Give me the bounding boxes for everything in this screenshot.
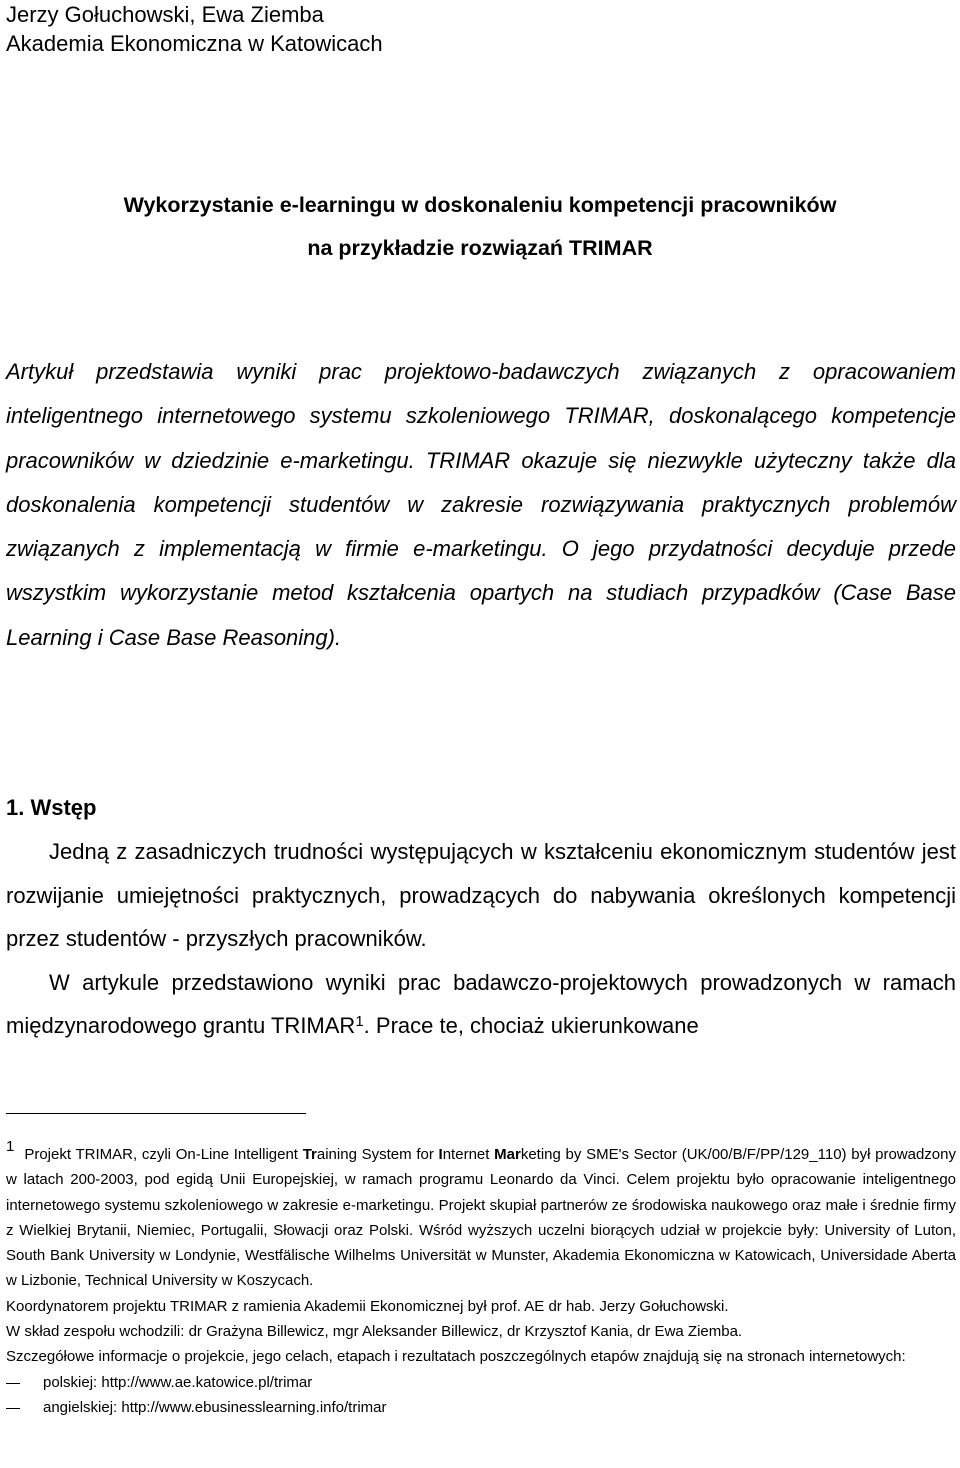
footnote-reference[interactable]: 1 xyxy=(355,1013,364,1030)
section-body xyxy=(6,830,956,1048)
abstract xyxy=(6,350,956,660)
author-affiliation: Akademia Ekonomiczna w Katowicach xyxy=(6,31,383,56)
abstract-text: Artykuł przedstawia wyniki prac projektowo-badawczych związanych z opracowaniem inteligentnego internetowego systemu szkoleniowego TRIMAR, doskonalącego kompetencje pracowników w dziedzinie e-marketingu. TRIMAR okazuje się niezwykle użyteczny także dla doskonalenia kompetencji studentów w zakresie rozwiązywania praktycznych problemów związanych z implementacją w firmie e-marketingu. O jego przydatności decyduje przede wszystkim wykorzystanie metod kształcenia opartych na studiach przypadków (Case Base Learning i Case Base Reasoning). xyxy=(6,359,956,650)
footnote-number: 1 xyxy=(6,1138,15,1155)
link-polish[interactable]: polskiej: http://www.ae.katowice.pl/trimar xyxy=(43,1373,313,1391)
author-block xyxy=(6,0,383,58)
body-paragraph-2 xyxy=(6,961,956,1048)
footnote-main xyxy=(6,1138,956,1294)
para2-text-after: . Prace te, chociaż ukierunkowane xyxy=(363,1013,699,1038)
footnote xyxy=(6,1138,956,1420)
para2-text-before: W artykule przedstawiono wyniki prac badawczo-projektowych prowadzonych w ramach międzynarodowego grantu TRIMAR xyxy=(6,969,956,1038)
author-names: Jerzy Gołuchowski, Ewa Ziemba xyxy=(6,2,324,27)
link-item-polish xyxy=(6,1370,956,1395)
body-paragraph-1: Jedną z zasadniczych trudności występujących w kształceniu ekonomicznym studentów jest rozwijanie umiejętności praktycznych, prowadzących do nabywania określonych kompetencji przez studentów - przyszłych pracowników. xyxy=(6,839,956,951)
section-heading: 1. Wstęp xyxy=(6,795,97,820)
title-line-1: Wykorzystanie e-learningu w doskonaleniu kompetencji pracowników xyxy=(123,193,837,217)
paper-title xyxy=(0,184,960,270)
footnote-separator xyxy=(6,1113,306,1114)
fn-intro: Projekt TRIMAR, czyli On-Line Intelligent xyxy=(24,1146,303,1163)
fn-aining: aining System for xyxy=(316,1146,439,1163)
fn-bold-i: I xyxy=(438,1146,443,1163)
fn-rest: keting by SME's Sector (UK/00/B/F/PP/129_110) był prowadzony w latach 200-2003, pod egidą Unii Europejskiej, w ramach programu Leonardo da Vinci. Celem projektu było opracowanie inteligentnego internetowego systemu szkoleniowego w zakresie e-marketingu. Projekt skupiał partnerów ze środowiska naukowego oraz małe i średnie firmy z Wielkiej Brytanii, Niemiec, Portugalii, Słowacji oraz Polski. Wśród wyższych uczelni biorących udział w projekcie były: University of Luton, South Bank University w Londynie, Westfälische Wilhelms Universität w Munster, Akademia Ekonomiczna w Katowicach, Universidade Aberta w Lizbonie, Technical University w Koszycach. xyxy=(6,1146,956,1290)
footnote-links xyxy=(6,1370,956,1421)
footnote-coordinator: Koordynatorem projektu TRIMAR z ramienia Akademii Ekonomicznej był prof. AE dr hab. Jerzy Gołuchowski. xyxy=(6,1297,729,1315)
fn-bold-mar: Mar xyxy=(494,1146,521,1163)
fn-nternet: nternet xyxy=(442,1146,495,1163)
link-item-english xyxy=(6,1395,956,1420)
link-english[interactable]: angielskiej: http://www.ebusinesslearning.info/trimar xyxy=(43,1398,387,1416)
footnote-team: W skład zespołu wchodzili: dr Grażyna Billewicz, mgr Aleksander Billewicz, dr Krzysztof Kania, dr Ewa Ziemba. xyxy=(6,1323,743,1341)
fn-bold-tr: Tr xyxy=(302,1146,317,1163)
title-line-2: na przykładzie rozwiązań TRIMAR xyxy=(307,236,653,260)
footnote-details: Szczegółowe informacje o projekcie, jego celach, etapach i rezultatach poszczególnych etapów znajdują się na stronach internetowych: xyxy=(6,1348,906,1366)
